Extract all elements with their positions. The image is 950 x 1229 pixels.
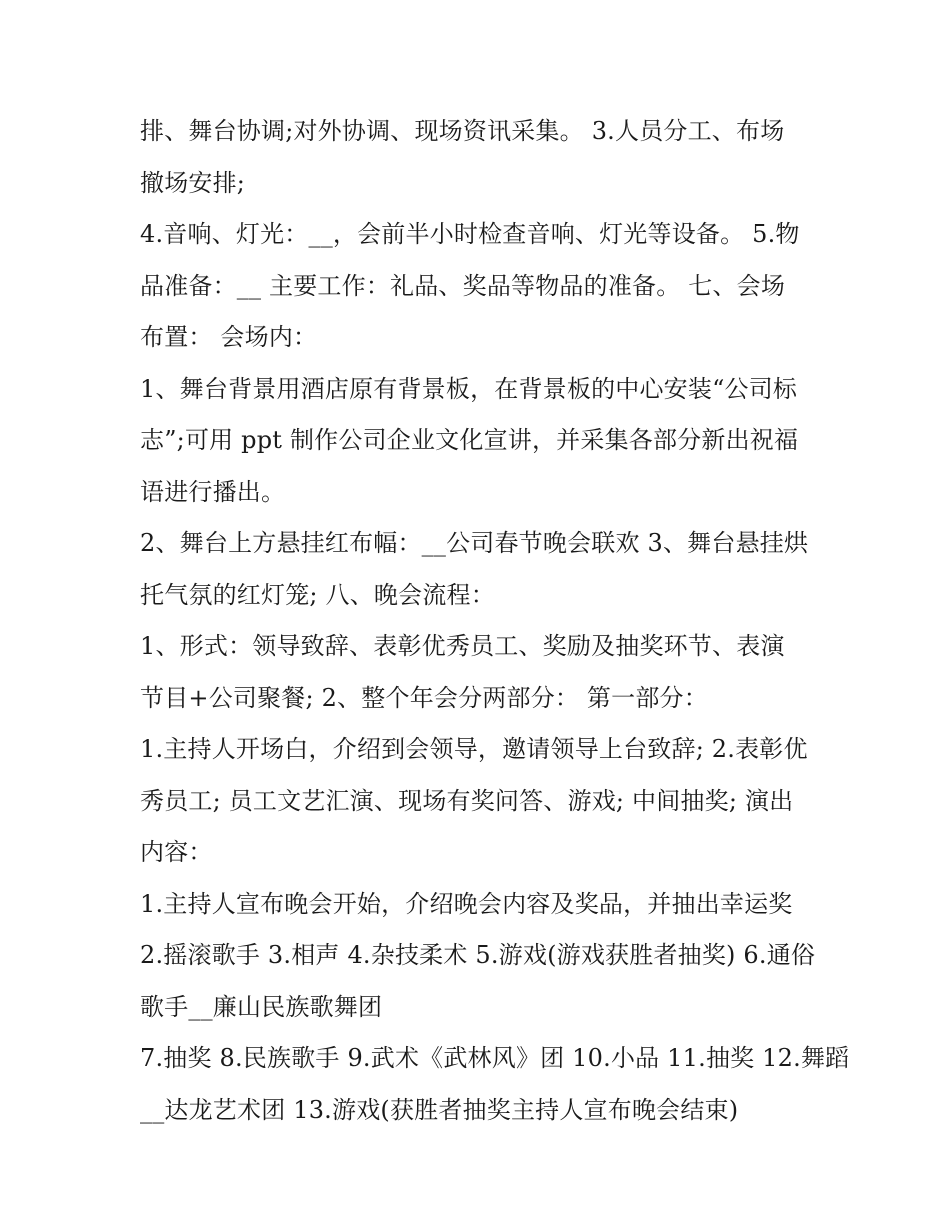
document-body <box>140 106 850 1136</box>
text-line: 内容： <box>140 838 213 866</box>
text-line: 7.抽奖 8.民族歌手 9.武术《武林风》团 10.小品 11.抽奖 12.舞蹈 <box>140 1044 850 1072</box>
text-line: 排、舞台协调;对外协调、现场资讯采集。 3.人员分工、布场 <box>140 117 785 145</box>
text-line: 歌手__廉山民族歌舞团 <box>140 992 383 1021</box>
text-line: 1.主持人宣布晚会开始，介绍晚会内容及奖品，并抽出幸运奖 <box>140 889 793 918</box>
text-line: 布置： 会场内： <box>140 323 318 351</box>
text-line: 2、舞台上方悬挂红布幅：__公司春节晚会联欢 3、舞台悬挂烘 <box>140 529 809 557</box>
text-line: 1、形式：领导致辞、表彰优秀员工、奖励及抽奖环节、表演 <box>140 632 785 660</box>
text-line: 1.主持人开场白，介绍到会领导，邀请领导上台致辞; 2.表彰优 <box>140 735 808 763</box>
text-line: __达龙艺术团 13.游戏(获胜者抽奖主持人宣布晚会结束) <box>140 1095 739 1124</box>
text-line: 品准备：__ 主要工作：礼品、奖品等物品的准备。 七、会场 <box>140 271 786 300</box>
text-line: 2.摇滚歌手 3.相声 4.杂技柔术 5.游戏(游戏获胜者抽奖) 6.通俗 <box>140 941 816 969</box>
text-line: 秀员工; 员工文艺汇演、现场有奖问答、游戏; 中间抽奖; 演出 <box>140 786 794 815</box>
text-line: 志”;可用 ppt 制作公司企业文化宣讲，并采集各部分新出祝福 <box>140 426 799 454</box>
text-line: 4.音响、灯光：__，会前半小时检查音响、灯光等设备。 5.物 <box>140 220 800 248</box>
text-line: 1、舞台背景用酒店原有背景板，在背景板的中心安装“公司标 <box>140 374 798 403</box>
text-line: 撤场安排; <box>140 168 246 197</box>
text-line: 语进行播出。 <box>140 477 286 506</box>
text-line: 节目+公司聚餐; 2、整个年会分两部分： 第一部分： <box>140 683 708 712</box>
text-line: 托气氛的红灯笼; 八、晚会流程： <box>140 580 495 609</box>
